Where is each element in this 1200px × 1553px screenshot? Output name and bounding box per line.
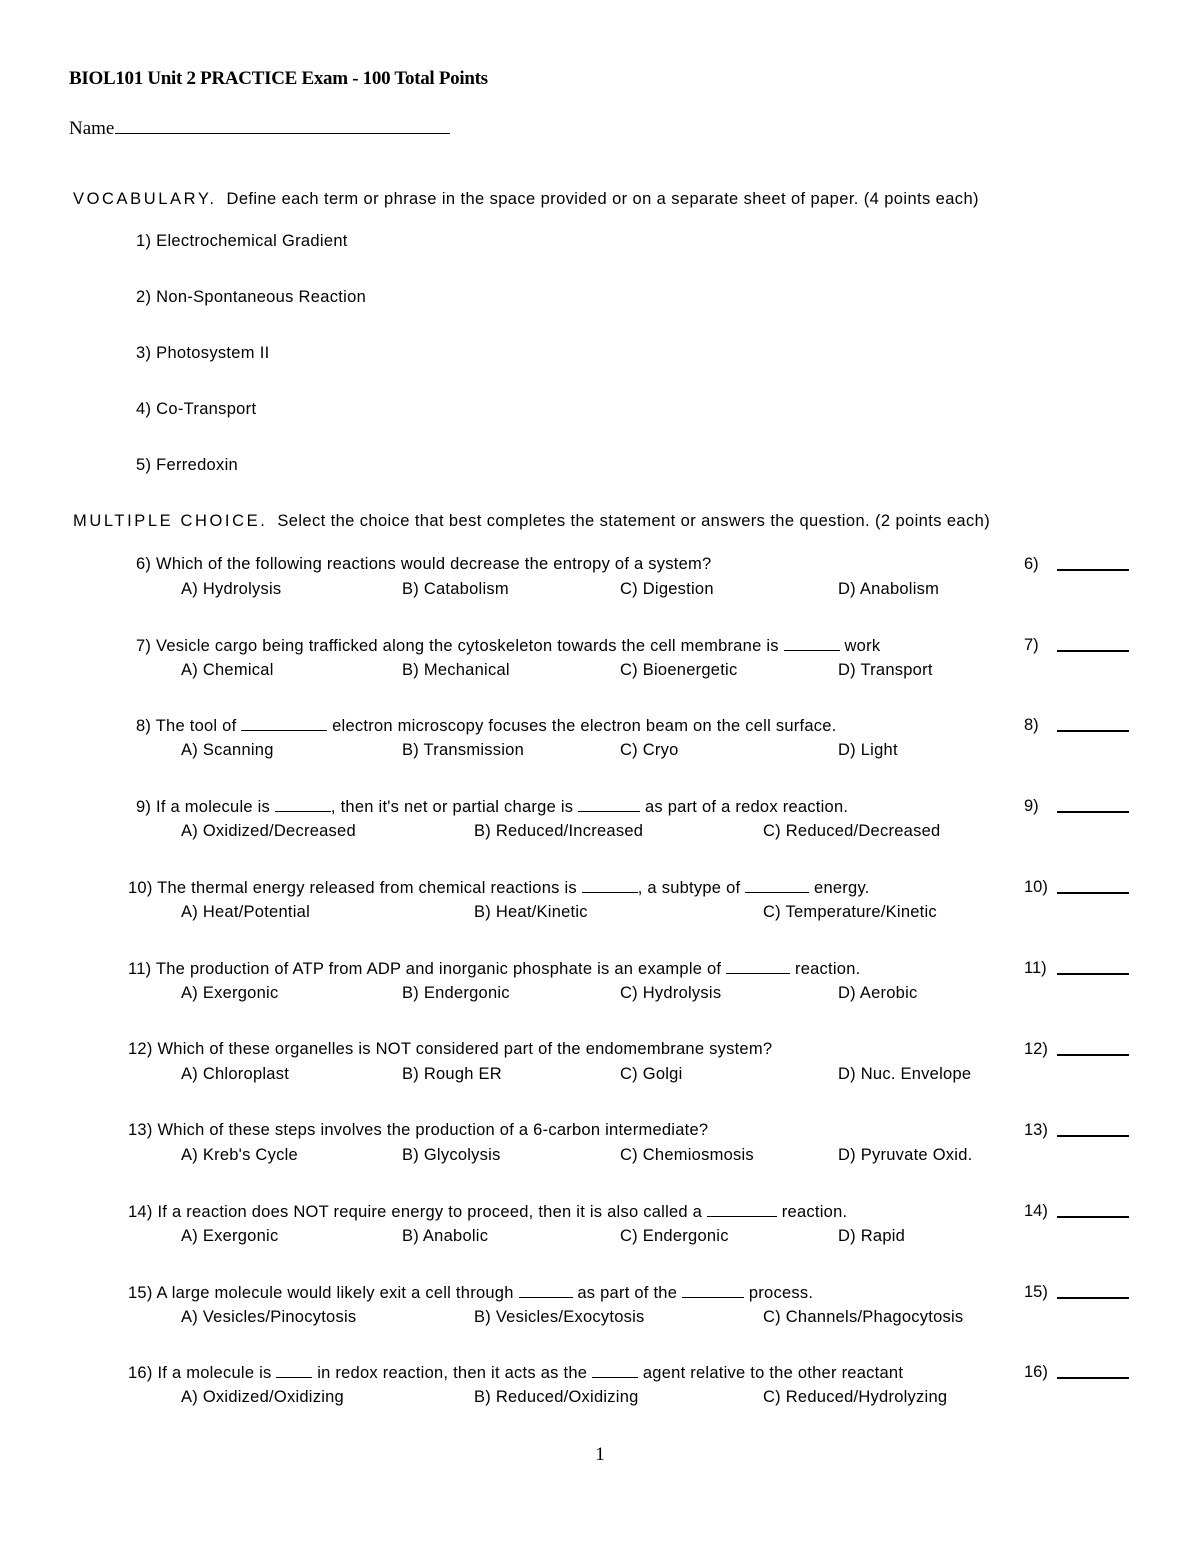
option-d[interactable]: D) Nuc. Envelope (838, 1065, 972, 1083)
question-9 (0, 797, 1200, 847)
vocabulary-heading-row (73, 190, 979, 209)
option-c[interactable]: C) Channels/Phagocytosis (763, 1308, 964, 1326)
question-stem: 11) The production of ATP from ADP and inorganic phosphate is an example of reaction. (128, 960, 861, 978)
fill-blank (582, 878, 638, 893)
question-stem: 7) Vesicle cargo being trafficked along the cytoskeleton towards the cell membrane is work (136, 637, 881, 655)
answer-blank[interactable] (1057, 569, 1129, 571)
option-d[interactable]: D) Aerobic (838, 984, 918, 1002)
option-b[interactable]: B) Endergonic (402, 984, 510, 1002)
option-a[interactable]: A) Kreb's Cycle (181, 1146, 298, 1164)
vocabulary-instructions: Define each term or phrase in the space provided or on a separate sheet of paper. (4 points each) (226, 190, 979, 208)
option-b[interactable]: B) Anabolic (402, 1227, 489, 1245)
option-a[interactable]: A) Vesicles/Pinocytosis (181, 1308, 357, 1326)
option-d[interactable]: D) Transport (838, 661, 933, 679)
option-a[interactable]: A) Exergonic (181, 1227, 279, 1245)
exam-title: BIOL101 Unit 2 PRACTICE Exam - 100 Total Points (69, 68, 488, 89)
option-c[interactable]: C) Endergonic (620, 1227, 729, 1245)
fill-blank (578, 797, 640, 812)
answer-blank[interactable] (1057, 1054, 1129, 1056)
answer-number: 11) (1024, 959, 1047, 977)
question-12 (0, 1040, 1200, 1090)
vocab-item: 4) Co-Transport (136, 400, 257, 418)
vocabulary-heading: VOCABULARY. (73, 190, 217, 208)
question-7 (0, 636, 1200, 686)
question-stem: 12) Which of these organelles is NOT considered part of the endomembrane system? (128, 1040, 773, 1058)
option-a[interactable]: A) Oxidized/Oxidizing (181, 1388, 344, 1406)
answer-blank[interactable] (1057, 1216, 1129, 1218)
option-b[interactable]: B) Reduced/Oxidizing (474, 1388, 639, 1406)
option-c[interactable]: C) Temperature/Kinetic (763, 903, 937, 921)
option-a[interactable]: A) Scanning (181, 741, 274, 759)
answer-blank[interactable] (1057, 1297, 1129, 1299)
fill-blank (519, 1283, 573, 1298)
multiple-choice-heading-row (73, 512, 990, 531)
option-b[interactable]: B) Rough ER (402, 1065, 502, 1083)
page-number: 1 (595, 1444, 605, 1465)
answer-number: 14) (1024, 1202, 1048, 1220)
option-d[interactable]: D) Light (838, 741, 898, 759)
question-10 (0, 878, 1200, 928)
option-b[interactable]: B) Transmission (402, 741, 525, 759)
question-16 (0, 1363, 1200, 1413)
answer-number: 9) (1024, 797, 1039, 815)
question-11 (0, 959, 1200, 1009)
fill-blank (276, 1363, 312, 1378)
answer-number: 12) (1024, 1040, 1048, 1058)
question-stem: 8) The tool of electron microscopy focuses the electron beam on the cell surface. (136, 717, 837, 735)
fill-blank (784, 636, 840, 651)
name-label: Name (69, 118, 115, 139)
question-14 (0, 1202, 1200, 1252)
answer-number: 6) (1024, 555, 1039, 573)
multiple-choice-heading: MULTIPLE CHOICE. (73, 512, 268, 530)
option-a[interactable]: A) Exergonic (181, 984, 279, 1002)
option-a[interactable]: A) Hydrolysis (181, 580, 282, 598)
vocab-item: 3) Photosystem II (136, 344, 270, 362)
option-c[interactable]: C) Digestion (620, 580, 714, 598)
option-c[interactable]: C) Reduced/Decreased (763, 822, 941, 840)
option-b[interactable]: B) Glycolysis (402, 1146, 501, 1164)
question-15 (0, 1283, 1200, 1333)
fill-blank (726, 959, 790, 974)
question-stem: 9) If a molecule is , then it's net or partial charge is as part of a redox reaction. (136, 798, 849, 816)
question-stem: 10) The thermal energy released from chemical reactions is , a subtype of energy. (128, 879, 870, 897)
question-stem: 14) If a reaction does NOT require energy to proceed, then it is also called a reaction. (128, 1203, 848, 1221)
fill-blank (707, 1202, 777, 1217)
vocab-item: 1) Electrochemical Gradient (136, 232, 348, 250)
answer-number: 15) (1024, 1283, 1048, 1301)
name-field-row (69, 116, 450, 140)
fill-blank (682, 1283, 744, 1298)
option-b[interactable]: B) Mechanical (402, 661, 510, 679)
option-d[interactable]: D) Anabolism (838, 580, 940, 598)
option-a[interactable]: A) Chloroplast (181, 1065, 290, 1083)
answer-number: 10) (1024, 878, 1048, 896)
answer-number: 8) (1024, 716, 1039, 734)
option-a[interactable]: A) Oxidized/Decreased (181, 822, 356, 840)
question-stem: 13) Which of these steps involves the production of a 6-carbon intermediate? (128, 1121, 709, 1139)
fill-blank (241, 716, 327, 731)
answer-blank[interactable] (1057, 1377, 1129, 1379)
multiple-choice-instructions: Select the choice that best completes the statement or answers the question. (2 points each) (277, 512, 991, 530)
option-b[interactable]: B) Reduced/Increased (474, 822, 644, 840)
answer-blank[interactable] (1057, 650, 1129, 652)
answer-number: 7) (1024, 636, 1039, 654)
name-input-line[interactable] (115, 116, 450, 134)
fill-blank (592, 1363, 638, 1378)
option-b[interactable]: B) Vesicles/Exocytosis (474, 1308, 645, 1326)
answer-blank[interactable] (1057, 892, 1129, 894)
answer-number: 16) (1024, 1363, 1048, 1381)
option-d[interactable]: D) Pyruvate Oxid. (838, 1146, 973, 1164)
question-stem: 16) If a molecule is in redox reaction, then it acts as the agent relative to the other reactant (128, 1364, 904, 1382)
answer-number: 13) (1024, 1121, 1048, 1139)
option-c[interactable]: C) Golgi (620, 1065, 683, 1083)
option-b[interactable]: B) Catabolism (402, 580, 509, 598)
answer-blank[interactable] (1057, 1135, 1129, 1137)
question-stem: 6) Which of the following reactions would decrease the entropy of a system? (136, 555, 712, 573)
option-c[interactable]: C) Chemiosmosis (620, 1146, 754, 1164)
option-b[interactable]: B) Heat/Kinetic (474, 903, 588, 921)
option-d[interactable]: D) Rapid (838, 1227, 906, 1245)
fill-blank (275, 797, 331, 812)
question-6 (0, 555, 1200, 605)
option-c[interactable]: C) Hydrolysis (620, 984, 722, 1002)
answer-blank[interactable] (1057, 811, 1129, 813)
question-8 (0, 716, 1200, 766)
answer-blank[interactable] (1057, 973, 1129, 975)
option-c[interactable]: C) Reduced/Hydrolyzing (763, 1388, 948, 1406)
vocab-item: 5) Ferredoxin (136, 456, 239, 474)
option-c[interactable]: C) Bioenergetic (620, 661, 738, 679)
answer-blank[interactable] (1057, 730, 1129, 732)
vocab-item: 2) Non-Spontaneous Reaction (136, 288, 367, 306)
question-stem: 15) A large molecule would likely exit a cell through as part of the process. (128, 1284, 814, 1302)
option-a[interactable]: A) Heat/Potential (181, 903, 310, 921)
question-13 (0, 1121, 1200, 1171)
fill-blank (745, 878, 809, 893)
option-a[interactable]: A) Chemical (181, 661, 274, 679)
option-c[interactable]: C) Cryo (620, 741, 679, 759)
